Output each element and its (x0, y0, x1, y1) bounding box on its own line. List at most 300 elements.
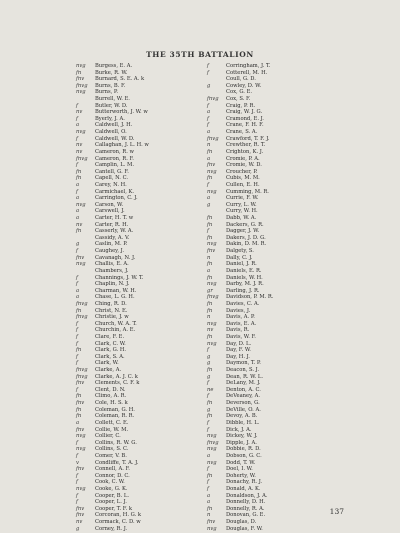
entry-name: Clare, F. E. (95, 333, 125, 340)
entry-name: Davis, E. A. (226, 320, 257, 327)
entry-name: Doherty, W. (226, 472, 256, 479)
entry-name: Dally, C. J. (226, 254, 253, 261)
entry-code: fn (207, 367, 213, 374)
entry-code: f (76, 472, 78, 479)
entry-name: Donnelly, R. A. (226, 505, 265, 512)
entry-name: Collett, C. E. (95, 419, 129, 426)
roll-entry (76, 499, 216, 506)
roll-entry (207, 493, 347, 500)
entry-code: f (207, 181, 209, 188)
entry-name: Ching, R. D. (95, 300, 127, 307)
entry-name: Clark, W. (95, 360, 119, 367)
entry-code: f (76, 162, 78, 169)
entry-code: nvg (76, 446, 86, 453)
entry-name: DeVeaney, A. (226, 393, 261, 400)
entry-name: Burns, B. F. (95, 82, 126, 89)
roll-entry (76, 473, 216, 480)
entry-name: Curry, L. W. (226, 201, 257, 208)
entry-name: Day, F. W. (226, 347, 251, 354)
roll-entry (76, 506, 216, 513)
entry-code: fn (76, 413, 82, 420)
roll-entry (207, 308, 347, 315)
entry-code: fnv (207, 162, 216, 169)
entry-name: Dakin, D. M. R. (226, 241, 267, 248)
roll-entry (207, 407, 347, 414)
entry-code: nvg (207, 168, 217, 175)
entry-code: f (207, 69, 209, 76)
entry-name: Cox, S. F. (226, 96, 251, 103)
roll-entry (207, 195, 347, 202)
entry-code: fnvg (207, 294, 219, 301)
entry-code: fn (207, 175, 213, 182)
entry-code: f (207, 228, 209, 235)
entry-name: Deverson, G. (226, 400, 260, 407)
entry-name: Clent, D. N. (95, 386, 126, 393)
entry-code: fn (76, 168, 82, 175)
entry-code: f (76, 360, 78, 367)
roll-entry (76, 294, 216, 301)
entry-name: Carey, N. H. (95, 181, 127, 188)
entry-name: Cumming, M. R. (226, 188, 269, 195)
roll-entry (76, 440, 216, 447)
entry-code: f (207, 419, 209, 426)
roll-entry (76, 169, 216, 176)
entry-code: nvg (207, 525, 217, 532)
entry-code: nv (76, 142, 83, 149)
roll-entry (207, 70, 347, 77)
roll-entry (76, 407, 216, 414)
entry-name: Camplin, L. M. (95, 162, 134, 169)
entry-name: Clark, C. W. (95, 340, 126, 347)
entry-code: fn (207, 307, 213, 314)
entry-name: Carter, H. T. w (95, 215, 134, 222)
entry-name: Carswell, J. (95, 208, 125, 215)
entry-code: nvg (207, 320, 217, 327)
roll-entry (207, 380, 347, 387)
entry-name: Davidson, P. M. R. (226, 294, 274, 301)
entry-code: fnv (207, 248, 216, 255)
entry-name: Davis, W. F. (226, 333, 256, 340)
roll-entry (207, 268, 347, 275)
entry-name: Connor, D. C. (95, 472, 130, 479)
entry-code: fnv (76, 380, 85, 387)
entry-name: Davies, J. (226, 307, 251, 314)
roll-entry (207, 354, 347, 361)
entry-name: DeVille, O. A. (226, 406, 261, 413)
entry-name: Devoy, A. B. (226, 413, 258, 420)
entry-name: Dobson, G. C. (226, 452, 262, 459)
entry-code: nvg (76, 433, 86, 440)
entry-code: fn (76, 393, 82, 400)
entry-code: nv (76, 109, 83, 116)
entry-code: n (207, 314, 211, 321)
entry-name: Davies, C. A. (226, 300, 260, 307)
entry-code: a (76, 122, 80, 129)
entry-name: Clarke, A. J. C. k (95, 373, 138, 380)
roll-entry (76, 380, 216, 387)
entry-code: f (76, 386, 78, 393)
roll-entry (207, 393, 347, 400)
roll-entry (76, 367, 216, 374)
entry-code: f (76, 452, 78, 459)
entry-name: Deacon, S. J. (226, 367, 259, 374)
roll-entry (207, 261, 347, 268)
entry-name: Dick, J. A. (226, 426, 252, 433)
entry-code: nvg (207, 459, 217, 466)
entry-code: fnv (76, 400, 85, 407)
roll-entry (207, 479, 347, 486)
entry-name: Dickey, W. J. (226, 433, 258, 440)
roll-entry (76, 512, 216, 519)
entry-code: f (207, 466, 209, 473)
roll-entry (207, 228, 347, 235)
entry-name: Collins, R. W. G. (95, 439, 137, 446)
roll-entry (76, 149, 216, 156)
roll-entry (207, 347, 347, 354)
entry-name: Currie, F. W. (226, 195, 259, 202)
entry-code: fnv (76, 505, 85, 512)
entry-name: Cameron, R. F. (95, 155, 134, 162)
roll-entry (207, 440, 347, 447)
entry-code: a (76, 287, 80, 294)
entry-code: f (76, 492, 78, 499)
roll-entry (76, 268, 216, 275)
entry-name: Daniel, J. R. (226, 261, 257, 268)
entry-name: Comer, V. B. (95, 452, 127, 459)
entry-code: f (76, 340, 78, 347)
roll-entry (76, 189, 216, 196)
entry-name: Carmichael, K. (95, 188, 135, 195)
roll-entry (207, 288, 347, 295)
entry-name: Cox, G. E. (226, 89, 253, 96)
roll-entry (76, 261, 216, 268)
entry-name: Coull, G. D. (226, 76, 256, 83)
entry-code: nvg (207, 433, 217, 440)
entry-name: DeLany, M. J. (226, 380, 261, 387)
entry-code: nvg (76, 63, 86, 69)
roll-entry (207, 89, 347, 96)
entry-code: g (207, 360, 211, 367)
entry-code: f (207, 380, 209, 387)
entry-code: nvg (76, 486, 86, 492)
roll-entry (207, 129, 347, 136)
entry-name: Charman, W. H. (95, 287, 137, 294)
entry-name: Cavanagh, N. J. (95, 254, 136, 261)
roll-entry (76, 433, 216, 440)
roll-entry (76, 341, 216, 348)
entry-code: fn (207, 221, 213, 228)
entry-code: f (76, 102, 78, 109)
roll-column-right (207, 63, 347, 532)
roll-entry (207, 96, 347, 103)
roll-entry (76, 83, 216, 90)
entry-name: Craig, P. R. (226, 102, 256, 109)
roll-entry (76, 215, 216, 222)
roll-entry (207, 427, 347, 434)
entry-code: nvg (207, 446, 217, 453)
roll-entry (207, 222, 347, 229)
roll-entry (76, 354, 216, 361)
entry-code: fn (207, 274, 213, 281)
entry-code: fnv (76, 426, 85, 433)
entry-code: fnvg (76, 82, 88, 89)
entry-name: Dibble, H. L. (226, 419, 260, 426)
entry-code: f (207, 479, 209, 486)
entry-code: f (76, 281, 78, 288)
roll-entry (76, 301, 216, 308)
roll-entry (207, 169, 347, 176)
entry-name: Crawford, T. F. J. (226, 135, 270, 142)
entry-code: nvg (207, 188, 217, 195)
entry-code: fn (207, 505, 213, 512)
roll-entry (207, 473, 347, 480)
entry-code: a (207, 155, 211, 162)
entry-code: a (207, 267, 211, 274)
entry-name: Burgess, E. A. (95, 63, 133, 69)
roll-entry (76, 156, 216, 163)
entry-code: g (76, 525, 80, 532)
roll-entry (207, 466, 347, 473)
roll-entry (207, 241, 347, 248)
roll-entry (207, 294, 347, 301)
roll-entry (76, 235, 216, 242)
entry-name: Douglas, D. (226, 519, 257, 526)
roll-entry (207, 142, 347, 149)
entry-name: Donaldson, J. A. (226, 492, 268, 499)
entry-code: fn (207, 215, 213, 222)
entry-code: nvg (76, 261, 86, 268)
entry-code: nvg (207, 340, 217, 347)
entry-code: fnvg (76, 373, 88, 380)
entry-name: Curry, W. H. (226, 208, 258, 215)
roll-entry (207, 189, 347, 196)
entry-name: Collier, C. (95, 433, 121, 440)
roll-entry (76, 281, 216, 288)
entry-code: g (207, 353, 211, 360)
entry-name: Donachy, R. J. (226, 479, 263, 486)
roll-entry (207, 519, 347, 526)
entry-name: Dackers, G. R. (226, 221, 264, 228)
roll-entry (76, 89, 216, 96)
entry-code: f (76, 439, 78, 446)
entry-name: Crighton, K. J. (226, 148, 264, 155)
entry-code: nvg (76, 89, 86, 96)
roll-entry (76, 182, 216, 189)
page-number: 137 (329, 507, 344, 516)
entry-code: nvg (76, 129, 86, 136)
entry-code: fnvg (76, 155, 88, 162)
roll-entry (76, 103, 216, 110)
entry-code: nvg (207, 281, 217, 288)
entry-code: fn (76, 69, 82, 76)
roll-entry (207, 420, 347, 427)
entry-code: f (76, 135, 78, 142)
entry-name: Casserly, W. A. (95, 228, 134, 235)
roll-entry (207, 275, 347, 282)
entry-code: fnvg (207, 439, 219, 446)
entry-code: fn (76, 175, 82, 182)
roll-entry (76, 526, 216, 533)
roll-entry (76, 327, 216, 334)
roll-entry (207, 374, 347, 381)
entry-code: g (207, 82, 211, 89)
roll-entry (207, 433, 347, 440)
roll-entry (207, 400, 347, 407)
roll-entry (207, 460, 347, 467)
entry-code: a (76, 215, 80, 222)
entry-name: Dakers, J. D. G. (226, 234, 266, 241)
entry-name: Caldwell, J. H. (95, 122, 133, 129)
entry-code: f (207, 393, 209, 400)
entry-code: fn (76, 347, 82, 354)
entry-code: fnvg (207, 96, 219, 103)
roll-entry (76, 519, 216, 526)
entry-name: Day, D. L. (226, 340, 252, 347)
entry-name: Capell, N. C. (95, 175, 129, 182)
roll-entry (207, 175, 347, 182)
entry-name: Christie, J. w (95, 314, 129, 321)
entry-code: fnvg (76, 314, 88, 321)
entry-code: fn (207, 148, 213, 155)
roll-entry (76, 109, 216, 116)
roll-entry (207, 122, 347, 129)
entry-code: g (207, 201, 211, 208)
entry-name: Cooper, L. J. (95, 499, 127, 506)
entry-code: fn (207, 472, 213, 479)
entry-code: fn (207, 413, 213, 420)
entry-code: fn (207, 261, 213, 268)
entry-name: Churchin, A. E. (95, 327, 136, 334)
entry-name: Darby, M. J. R. (226, 281, 264, 288)
roll-entry (76, 479, 216, 486)
entry-code: f (207, 347, 209, 354)
entry-name: Chambers, J. (95, 267, 129, 274)
roll-entry (207, 76, 347, 83)
entry-code: f (207, 115, 209, 122)
entry-name: Channings, J. W. T. (95, 274, 144, 281)
entry-code: fn (207, 400, 213, 407)
entry-code: f (76, 320, 78, 327)
entry-name: Caughey, J. (95, 248, 124, 255)
roll-entry (207, 413, 347, 420)
entry-code: nv (207, 327, 214, 334)
entry-name: Dean, R. W. L. (226, 373, 263, 380)
entry-code: a (207, 129, 211, 136)
entry-name: Corcoran, H. G. k (95, 512, 142, 519)
roll-entry (207, 281, 347, 288)
entry-name: Darling, J. R. (226, 287, 260, 294)
roll-entry (76, 116, 216, 123)
entry-code: fn (207, 333, 213, 340)
entry-code: f (76, 327, 78, 334)
entry-name: Dipple, J. A. (226, 439, 257, 446)
entry-name: Carrington, C. J. (95, 195, 138, 202)
roll-entry (207, 526, 347, 533)
entry-code: nvg (76, 201, 86, 208)
entry-name: Carson, W. (95, 201, 124, 208)
roll-entry (207, 327, 347, 334)
entry-code: a (76, 195, 80, 202)
entry-name: Day, H. J. (226, 353, 250, 360)
entry-name: Donovan, G. E. (226, 512, 266, 519)
roll-entry (207, 453, 347, 460)
entry-code: nv (76, 148, 83, 155)
roll-entry (76, 387, 216, 394)
roll-entry (76, 248, 216, 255)
entry-name: Burns, P. (95, 89, 119, 96)
entry-code: fn (76, 228, 82, 235)
entry-code: a (207, 452, 211, 459)
entry-name: Cullen, E. H. (226, 181, 260, 188)
roll-entry (207, 341, 347, 348)
entry-name: Christ, N. E. (95, 307, 128, 314)
entry-name: Corringham, J. T. (226, 63, 271, 69)
entry-code: fn (76, 307, 82, 314)
roll-entry (207, 149, 347, 156)
entry-name: Dabb, W. A. (226, 215, 257, 222)
entry-code: g (207, 373, 211, 380)
entry-code: fnv (207, 519, 216, 526)
entry-code: f (207, 122, 209, 129)
roll-entry (207, 367, 347, 374)
roll-entry (207, 116, 347, 123)
roll-entry (76, 321, 216, 328)
entry-code: f (76, 115, 78, 122)
entry-name: Church, W. A. T. (95, 320, 137, 327)
entry-name: Collins, S. C. (95, 446, 129, 453)
roll-entry (207, 499, 347, 506)
roll-entry (207, 103, 347, 110)
entry-name: Daymon, T. P. (226, 360, 261, 367)
entry-code: a (207, 195, 211, 202)
entry-code: a (207, 499, 211, 506)
entry-code: a (76, 294, 80, 301)
entry-name: Coleman, G. H. (95, 406, 135, 413)
roll-entry (76, 275, 216, 282)
entry-name: Clark, S. A. (95, 353, 125, 360)
entry-code: fn (207, 234, 213, 241)
roll-entry (76, 400, 216, 407)
entry-name: Cowley, D. W. (226, 82, 262, 89)
roll-entry (76, 288, 216, 295)
roll-entry (76, 413, 216, 420)
entry-code: v (76, 459, 79, 466)
roll-entry (207, 136, 347, 143)
roll-entry (207, 182, 347, 189)
entry-name: Cooke, G. K. (95, 486, 128, 492)
roll-column-left (76, 63, 216, 532)
entry-name: Collie, W. M. (95, 426, 129, 433)
entry-name: Dagger, J. W. (226, 228, 260, 235)
roll-entry (207, 301, 347, 308)
entry-name: Craig, W. J. G. (226, 109, 263, 116)
entry-code: fnvg (76, 300, 88, 307)
entry-name: Callaghan, J. L. H. w (95, 142, 149, 149)
roll-entry (76, 70, 216, 77)
entry-code: a (76, 208, 80, 215)
entry-code: f (76, 274, 78, 281)
entry-name: Daniels, W. H. (226, 274, 263, 281)
entry-code: gr (207, 287, 213, 294)
entry-name: Caldwell, O. (95, 129, 127, 136)
entry-code: a (207, 109, 211, 116)
roll-entry (76, 360, 216, 367)
entry-code: fnvg (76, 367, 88, 374)
roll-entry (207, 202, 347, 209)
roll-entry (76, 493, 216, 500)
roll-entry (76, 202, 216, 209)
entry-code: nv (76, 519, 83, 526)
